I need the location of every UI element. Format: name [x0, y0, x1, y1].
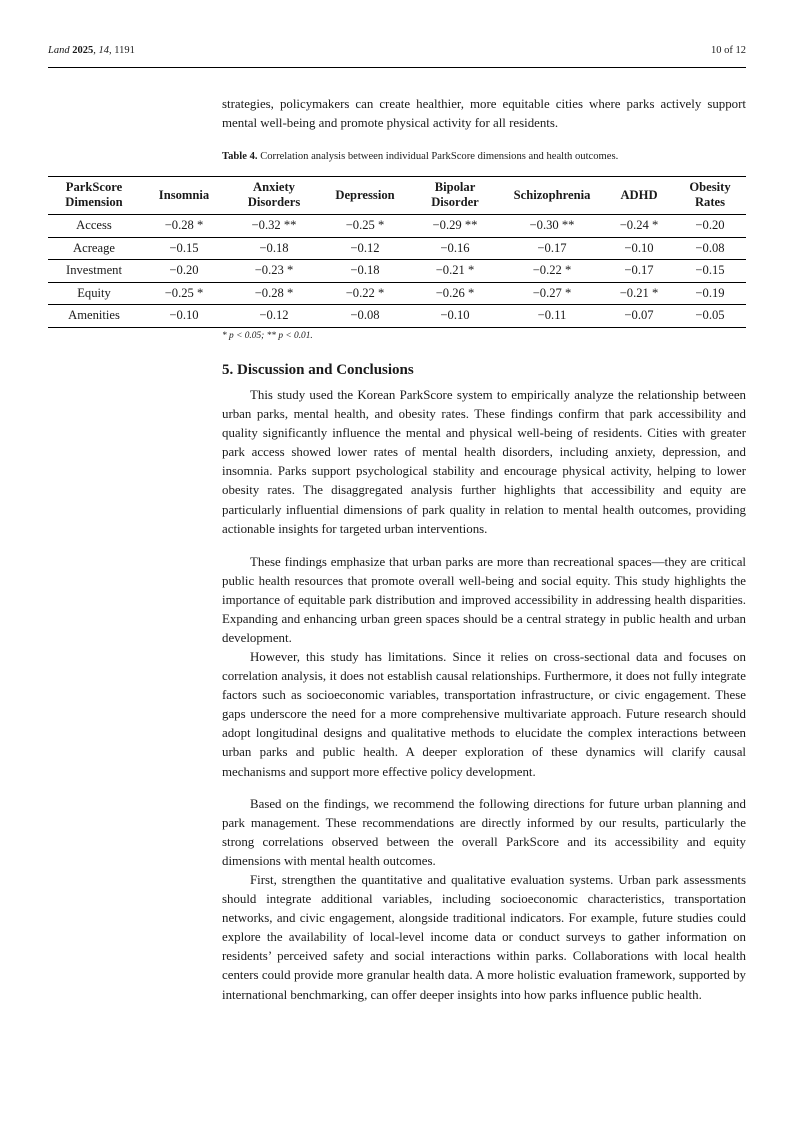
- intro-paragraph: strategies, policymakers can create healthier, more equitable cities where parks actively support mental well-being and promote physical activity for all residents.: [222, 97, 746, 131]
- table-row: [48, 260, 746, 283]
- table-cell: −0.18: [228, 237, 320, 260]
- table-cell: −0.11: [500, 305, 604, 328]
- table-cell: −0.21 *: [410, 260, 500, 283]
- body-paragraph: These findings emphasize that urban parks are more than recreational spaces—they are critical public health resources that promote overall well-being and social equity. This study highlights the importance of equitable park distribution and improved accessibility in addressing health disparities. Expanding and enhancing urban green spaces should be a central strategy in public health and urban development.: [222, 555, 746, 646]
- header-dimension: ParkScore Dimension: [48, 177, 140, 215]
- header-anxiety: Anxiety Disorders: [228, 177, 320, 215]
- table-cell: Amenities: [48, 305, 140, 328]
- table-cell: −0.26 *: [410, 282, 500, 305]
- table-caption: [222, 150, 746, 164]
- table-cell: −0.17: [500, 237, 604, 260]
- table-header-row: [48, 177, 746, 215]
- body-paragraph: First, strengthen the quantitative and qualitative evaluation systems. Urban park assessments should integrate additional variables, including socioeconomic characteristics, transportation networks, and civic engagement, alongside traditional indicators. For example, future studies could explore the availability of local-level income data or conduct surveys to gather information on residents’ perceived safety and social interactions within parks. Collaborations with local health centers could provide more granular health data. A more holistic evaluation framework, supported by international benchmarking, can offer deeper insights into how parks influence public health.: [222, 873, 746, 1002]
- table-footnote: * p < 0.05; ** p < 0.01.: [222, 331, 313, 341]
- table-cell: −0.32 **: [228, 215, 320, 238]
- header-schizophrenia: Schizophrenia: [500, 177, 604, 215]
- journal-name: Land: [48, 45, 70, 56]
- body-paragraph: This study used the Korean ParkScore system to empirically analyze the relationship between urban parks, mental health, and obesity rates. These findings confirm that park accessibility and quality significantly influence the mental and physical well-being of residents. Cities with greater park access showed lower rates of mental health disorders, including anxiety, depression, and insomnia. Parks support psychological stability and encourage physical activity, helping to lower obesity rates. The disaggregated analysis further highlights that accessibility and equity are particularly influential dimensions of park quality in relation to mental health outcomes, providing actionable insights for targeted urban interventions.: [222, 388, 746, 536]
- table-cell: −0.20: [674, 215, 746, 238]
- table-cell: −0.12: [320, 237, 410, 260]
- page-number: 10 of 12: [711, 45, 746, 56]
- correlation-table: [48, 176, 746, 328]
- header-insomnia: Insomnia: [140, 177, 228, 215]
- table-cell: −0.20: [140, 260, 228, 283]
- body-paragraph: Based on the findings, we recommend the following directions for future urban planning and park management. These recommendations are directly informed by our results, particularly the strong correlations observed between the overall ParkScore and its accessibility and equity dimensions with mental health outcomes.: [222, 797, 746, 869]
- table-cell: −0.10: [410, 305, 500, 328]
- journal-volume: 14: [98, 45, 109, 56]
- table-cell: −0.23 *: [228, 260, 320, 283]
- table-cell: −0.08: [674, 237, 746, 260]
- table-cell: −0.24 *: [604, 215, 674, 238]
- section-heading: 5. Discussion and Conclusions: [222, 362, 414, 378]
- table-cell: −0.30 **: [500, 215, 604, 238]
- table-caption-text: Correlation analysis between individual ParkScore dimensions and health outcomes.: [260, 151, 619, 162]
- table-cell: −0.22 *: [500, 260, 604, 283]
- header-rule: [48, 67, 746, 68]
- body-paragraph: However, this study has limitations. Since it relies on cross-sectional data and focuses on correlation analysis, it does not establish causal relationships. Furthermore, it does not fully integrate factors such as socioeconomic variables, transportation infrastructure, or civic engagement. These gaps underscore the need for a more comprehensive multivariate approach. Future research should adopt longitudinal designs and qualitative methods to elucidate the complex interactions between urban parks and public health. A deeper exploration of these dynamics will clarify causal mechanisms and support more effective policy development.: [222, 650, 746, 779]
- table-label: Table 4.: [222, 151, 258, 162]
- table-cell: −0.21 *: [604, 282, 674, 305]
- article-number: 1191: [114, 45, 135, 56]
- table-cell: −0.08: [320, 305, 410, 328]
- table-cell: −0.19: [674, 282, 746, 305]
- header-bipolar: Bipolar Disorder: [410, 177, 500, 215]
- table-row: [48, 237, 746, 260]
- table-cell: −0.25 *: [140, 282, 228, 305]
- table-cell: −0.16: [410, 237, 500, 260]
- table-cell: −0.07: [604, 305, 674, 328]
- running-header: [48, 45, 746, 56]
- table-cell: −0.15: [674, 260, 746, 283]
- header-depression: Depression: [320, 177, 410, 215]
- journal-citation: Land 2025, 14, 1191: [48, 45, 135, 56]
- table-cell: −0.28 *: [228, 282, 320, 305]
- table-cell: −0.17: [604, 260, 674, 283]
- table-cell: −0.22 *: [320, 282, 410, 305]
- table-cell: Access: [48, 215, 140, 238]
- table-cell: Investment: [48, 260, 140, 283]
- table-cell: −0.27 *: [500, 282, 604, 305]
- table-row: [48, 305, 746, 328]
- table-cell: −0.15: [140, 237, 228, 260]
- table-cell: −0.29 **: [410, 215, 500, 238]
- table-cell: −0.10: [604, 237, 674, 260]
- table-cell: Equity: [48, 282, 140, 305]
- table-cell: −0.25 *: [320, 215, 410, 238]
- table-cell: Acreage: [48, 237, 140, 260]
- table-cell: −0.12: [228, 305, 320, 328]
- table-cell: −0.05: [674, 305, 746, 328]
- table-row: [48, 215, 746, 238]
- table-cell: −0.10: [140, 305, 228, 328]
- header-obesity: Obesity Rates: [674, 177, 746, 215]
- table-row: [48, 282, 746, 305]
- table-cell: −0.28 *: [140, 215, 228, 238]
- table-cell: −0.18: [320, 260, 410, 283]
- journal-year: 2025: [72, 45, 94, 56]
- header-adhd: ADHD: [604, 177, 674, 215]
